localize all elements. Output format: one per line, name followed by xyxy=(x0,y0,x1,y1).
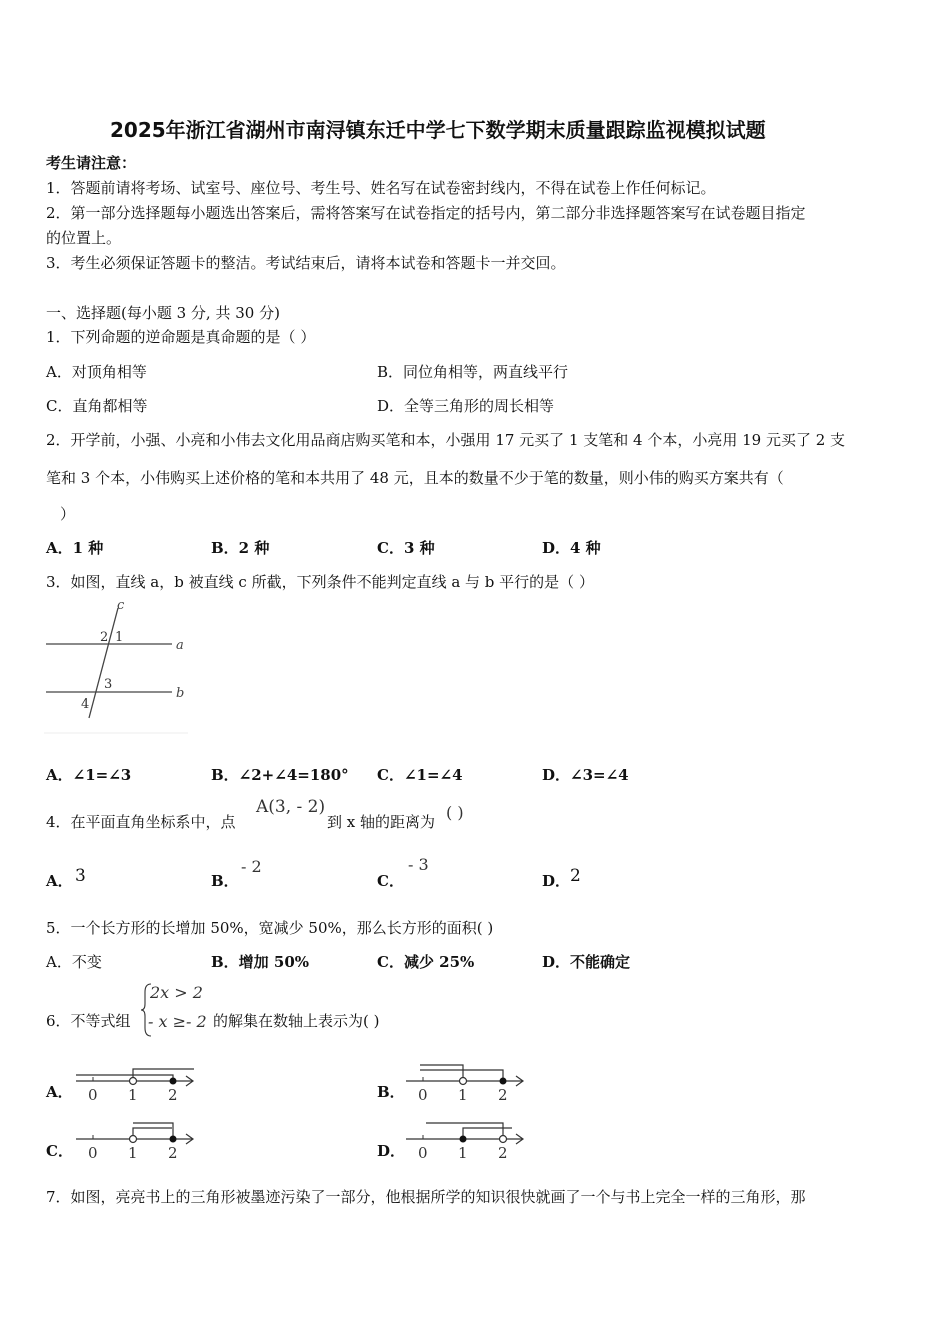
q5-option-a: A．不变 xyxy=(46,953,102,971)
q2-option-a: A．1 种 xyxy=(46,539,104,557)
q2-option-c: C．3 种 xyxy=(377,539,435,557)
line-c xyxy=(89,608,118,718)
svg-text:1: 1 xyxy=(128,1086,138,1104)
q4-option-d-value: 2 xyxy=(570,866,581,886)
label-c: c xyxy=(117,598,125,613)
q5-stem: 5．一个长方形的长增加 50%，宽减少 50%，那么长方形的面积( ) xyxy=(46,919,494,937)
svg-text:2: 2 xyxy=(168,1144,178,1162)
svg-text:1: 1 xyxy=(458,1086,468,1104)
q1-option-a: A．对顶角相等 xyxy=(46,363,147,381)
q6-option-a: A． xyxy=(46,1083,73,1101)
parallel-lines-figure xyxy=(44,598,190,736)
svg-text:2: 2 xyxy=(498,1086,508,1104)
q3-option-c: C．∠1=∠4 xyxy=(377,766,463,784)
q5-option-b: B．增加 50% xyxy=(211,953,310,971)
q4-option-c-value: - 3 xyxy=(408,855,429,874)
q4-point: A(3, - 2) xyxy=(256,797,326,817)
q4-option-c: C． xyxy=(377,872,404,890)
angle-label-2: 2 xyxy=(100,630,109,645)
q2-line-2: 笔和 3 个本，小伟购买上述价格的笔和本共用了 48 元，且本的数量不少于笔的数量，则小伟的购买方案共有（ xyxy=(46,469,784,487)
section-heading: 一、选择题(每小题 3 分, 共 30 分) xyxy=(46,304,280,322)
number-line-d xyxy=(402,1118,532,1164)
q3-option-d: D．∠3=∠4 xyxy=(542,766,629,784)
label-b: b xyxy=(176,686,185,701)
svg-text:2: 2 xyxy=(168,1086,178,1104)
q5-option-c: C．减少 25% xyxy=(377,953,475,971)
q4-option-a-value: 3 xyxy=(75,866,86,886)
q3-stem: 3．如图，直线 a，b 被直线 c 所截，下列条件不能判定直线 a 与 b 平行的是（ ） xyxy=(46,573,594,591)
q4-stem-post: 到 x 轴的距离为 xyxy=(327,813,435,831)
svg-text:0: 0 xyxy=(88,1144,98,1162)
label-a: a xyxy=(176,638,184,653)
svg-text:1: 1 xyxy=(128,1144,138,1162)
q1-stem: 1．下列命题的逆命题是真命题的是（ ） xyxy=(46,328,316,346)
q4-paren: ( ) xyxy=(446,803,464,822)
q6-option-c: C． xyxy=(46,1142,73,1160)
q3-option-b: B．∠2+∠4=180° xyxy=(211,766,349,784)
q6-option-d: D． xyxy=(377,1142,406,1160)
notice-item-1: 1．答题前请将考场、试室号、座位号、考生号、姓名写在试卷密封线内，不得在试卷上作任何标记。 xyxy=(46,179,716,197)
q5-option-d: D．不能确定 xyxy=(542,953,631,971)
number-line-b xyxy=(402,1060,532,1106)
q7-line-1: 7．如图，亮亮书上的三角形被墨迹污染了一部分，他根据所学的知识很快就画了一个与书上完全一样的三角形，那 xyxy=(46,1188,806,1206)
angle-label-1: 1 xyxy=(115,630,124,645)
q4-option-b: B． xyxy=(211,872,239,890)
svg-text:0: 0 xyxy=(418,1086,428,1104)
q6-stem-post: 的解集在数轴上表示为( ) xyxy=(213,1012,380,1030)
svg-text:0: 0 xyxy=(418,1144,428,1162)
q6-stem-pre: 6．不等式组 xyxy=(46,1012,131,1030)
notice-item-2: 2．第一部分选择题每小题选出答案后，需将答案写在试卷指定的括号内，第二部分非选择题答案写在试卷题目指定 xyxy=(46,204,806,222)
number-line-c xyxy=(72,1118,202,1164)
q6-option-b: B． xyxy=(377,1083,405,1101)
angle-label-4: 4 xyxy=(81,697,90,712)
q1-option-c: C．直角都相等 xyxy=(46,397,148,415)
svg-text:1: 1 xyxy=(458,1144,468,1162)
q4-option-a: A． xyxy=(46,872,73,890)
q1-option-b: B．同位角相等，两直线平行 xyxy=(377,363,569,381)
number-line-a xyxy=(72,1060,202,1106)
q2-line-1: 2．开学前，小强、小亮和小伟去文化用品商店购买笔和本，小强用 17 元买了 1 支笔和 4 个本，小亮用 19 元买了 2 支 xyxy=(46,431,846,449)
angle-label-3: 3 xyxy=(104,677,113,692)
notice-heading: 考生请注意： xyxy=(46,154,137,172)
svg-text:2: 2 xyxy=(498,1144,508,1162)
svg-text:0: 0 xyxy=(88,1086,98,1104)
q2-option-b: B．2 种 xyxy=(211,539,270,557)
q2-line-3: ） xyxy=(60,505,76,523)
q4-stem-pre: 4．在平面直角坐标系中，点 xyxy=(46,813,236,831)
q4-option-d: D． xyxy=(542,872,571,890)
notice-item-2-cont: 的位置上。 xyxy=(46,229,122,247)
inequality-2: - x ≥- 2 xyxy=(148,1012,207,1031)
q2-option-d: D．4 种 xyxy=(542,539,601,557)
q1-option-d: D．全等三角形的周长相等 xyxy=(377,397,555,415)
inequality-1: 2x > 2 xyxy=(150,983,203,1002)
q3-option-a: A．∠1=∠3 xyxy=(46,766,132,784)
q4-option-b-value: - 2 xyxy=(241,857,262,876)
page-title: 2025年浙江省湖州市南浔镇东迁中学七下数学期末质量跟踪监视模拟试题 xyxy=(110,118,766,142)
notice-item-3: 3．考生必须保证答题卡的整洁。考试结束后，请将本试卷和答题卡一并交回。 xyxy=(46,254,566,272)
